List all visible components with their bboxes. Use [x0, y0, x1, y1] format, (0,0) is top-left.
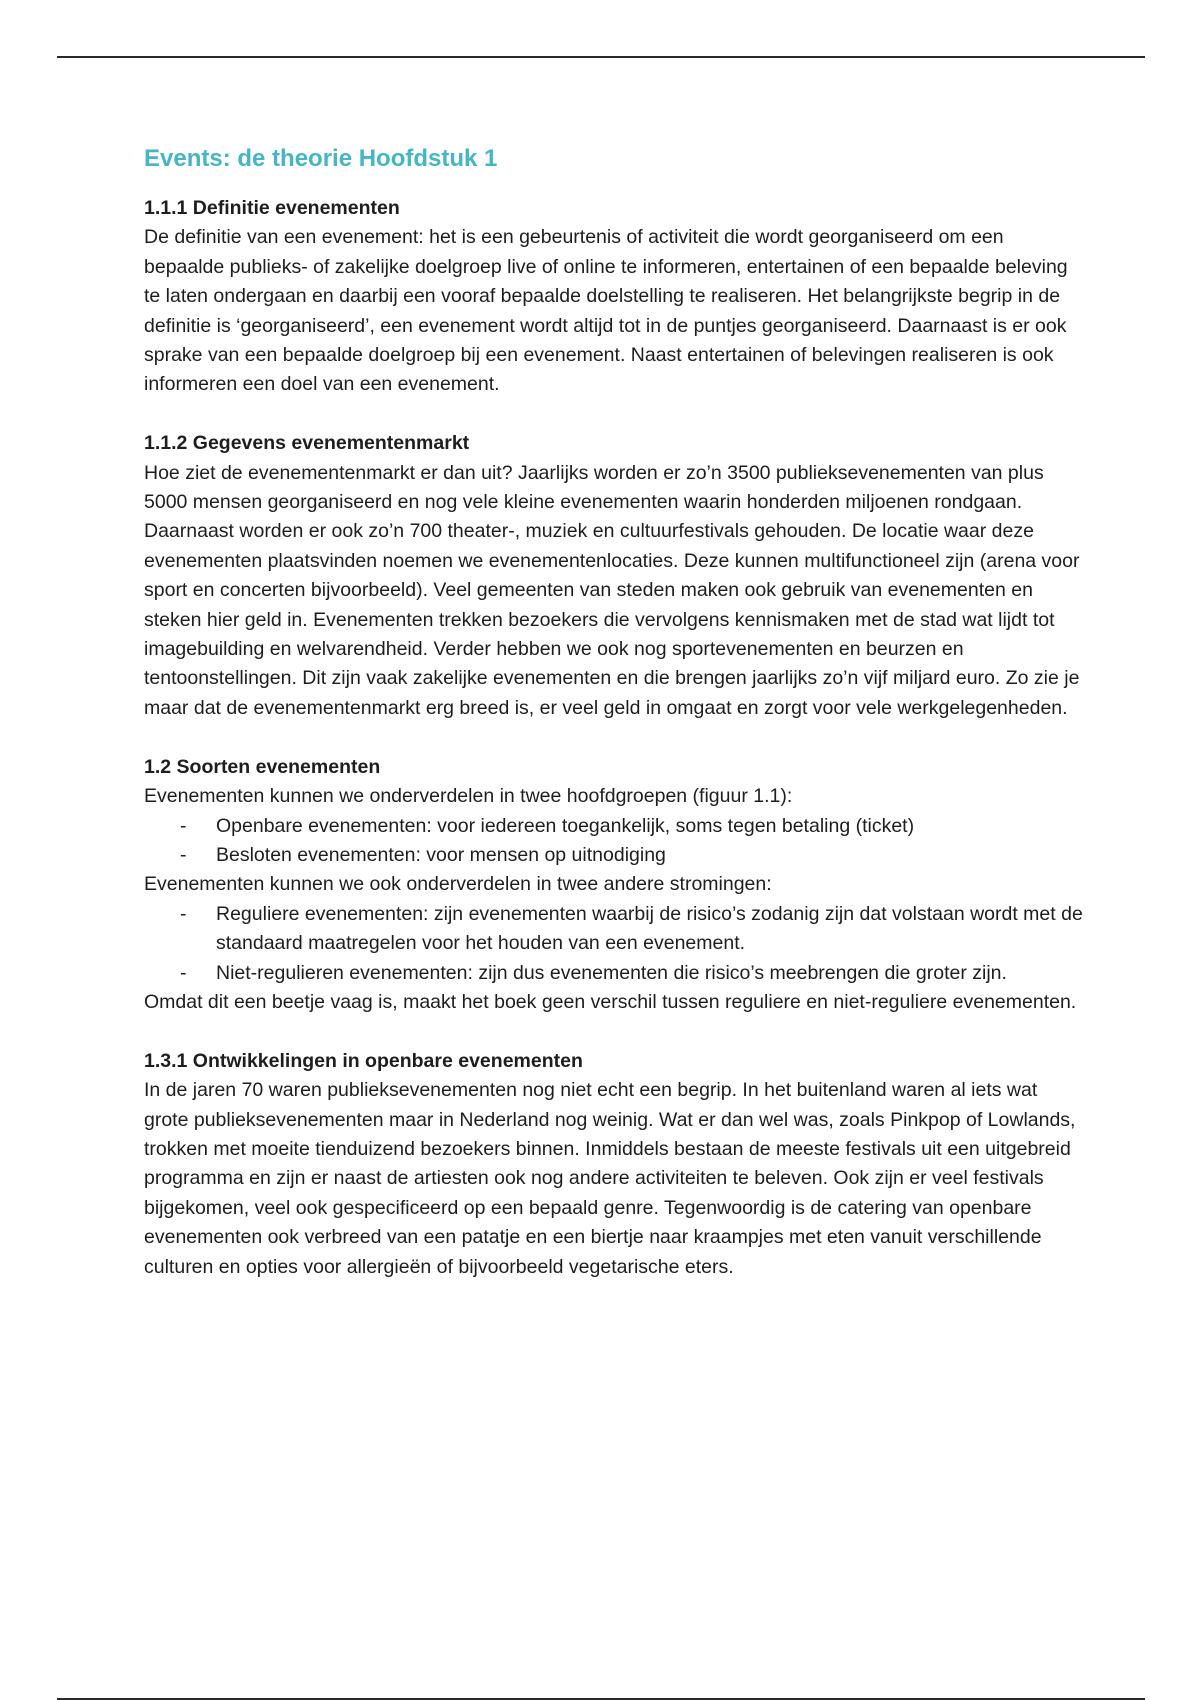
section-intro: Evenementen kunnen we ook onderverdelen in twee andere stromingen:	[144, 873, 772, 896]
dash-list	[144, 812, 1084, 871]
section-definitie	[144, 194, 1084, 400]
section-heading: 1.1.2 Gegevens evenementenmarkt	[144, 432, 470, 455]
document-title: Events: de theorie Hoofdstuk 1	[144, 145, 498, 172]
section-gegevens	[144, 429, 1084, 723]
section-paragraph: De definitie van een evenement: het is een gebeurtenis of activiteit die wordt georganiseerd om een bepaalde publieks- of zakelijke doelgroep live of online te informeren, entertainen of een bepaalde beleving te laten ondergaan en daarbij een vooraf bepaalde doelstelling te realiseren. Het belangrijkste begrip in de definitie is ‘georganiseerd’, een evenement wordt altijd tot in de puntjes georganiseerd. Daarnaast is er ook sprake van een bepaalde doelgroep bij een evenement. Naast entertainen of belevingen realiseren is ook informeren een doel van een evenement.	[144, 226, 1068, 396]
list-item	[144, 812, 1084, 841]
dash-bullet: -	[180, 902, 187, 925]
dash-bullet: -	[180, 814, 187, 837]
dash-bullet: -	[180, 843, 187, 866]
list-item-text: Niet-regulieren evenementen: zijn dus evenementen die risico’s meebrengen die groter zijn.	[216, 961, 1007, 984]
section-heading: 1.3.1 Ontwikkelingen in openbare evenementen	[144, 1049, 583, 1072]
list-item-text: Besloten evenementen: voor mensen op uitnodiging	[216, 843, 666, 866]
section-heading: 1.2 Soorten evenementen	[144, 755, 381, 778]
dash-list	[144, 900, 1084, 988]
document-body	[144, 143, 1084, 1311]
section-soorten	[144, 753, 1084, 1018]
list-item-text: Reguliere evenementen: zijn evenementen waarbij de risico’s zodanig zijn dat volstaan wordt met de standaard maatregelen voor het houden van een evenement.	[216, 902, 1083, 955]
list-item	[144, 959, 1084, 988]
section-intro: Evenementen kunnen we onderverdelen in twee hoofdgroepen (figuur 1.1):	[144, 785, 793, 808]
section-heading: 1.1.1 Definitie evenementen	[144, 197, 400, 219]
section-paragraph: Omdat dit een beetje vaag is, maakt het boek geen verschil tussen reguliere en niet-reguliere evenementen.	[144, 990, 1077, 1013]
header-rule	[57, 56, 1145, 58]
section-ontwikkelingen	[144, 1047, 1084, 1282]
list-item-text: Openbare evenementen: voor iedereen toegankelijk, soms tegen betaling (ticket)	[216, 814, 915, 837]
dash-bullet: -	[180, 961, 187, 984]
list-item	[144, 900, 1084, 959]
list-item	[144, 841, 1084, 870]
section-paragraph: Hoe ziet de evenementenmarkt er dan uit? Jaarlijks worden er zo’n 3500 publieksevenementen van plus 5000 mensen georganiseerd en nog vele kleine evenementen waarin honderden miljoenen rondgaan. Daarnaast worden er ook zo’n 700 theater-, muziek en cultuurfestivals gehouden. De locatie waar deze evenementen plaatsvinden noemen we evenementenlocaties. Deze kunnen multifunctioneel zijn (arena voor sport en concerten bijvoorbeeld). Veel gemeenten van steden maken ook gebruik van evenementen en steken hier geld in. Evenementen trekken bezoekers die vervolgens kennismaken met de stad wat lijdt tot imagebuilding en welvarendheid. Verder hebben we ook nog sportevenementen en beurzen en tentoonstellingen. Dit zijn vaak zakelijke evenementen en die brengen jaarlijks zo’n vijf miljard euro. Zo zie je maar dat de evenementenmarkt erg breed is, er veel geld in omgaat en zorgt voor vele werkgelegenheden.	[144, 461, 1080, 719]
section-paragraph: In de jaren 70 waren publieksevenementen nog niet echt een begrip. In het buitenland waren al iets wat grote publieksevenementen maar in Nederland nog weinig. Wat er dan wel was, zoals Pinkpop of Lowlands, trokken met moeite tienduizend bezoekers binnen. Inmiddels bestaan de meeste festivals uit een uitgebreid programma en zijn er naast de artiesten ook nog andere activiteiten te beleven. Ook zijn er veel festivals bijgekomen, veel ook gespecificeerd op een bepaald genre. Tegenwoordig is de catering van openbare evenementen ook verbreed van een patatje en een biertje naar kraampjes met eten vanuit verschillende culturen en opties voor allergieën of bijvoorbeeld vegetarische eters.	[144, 1079, 1076, 1278]
